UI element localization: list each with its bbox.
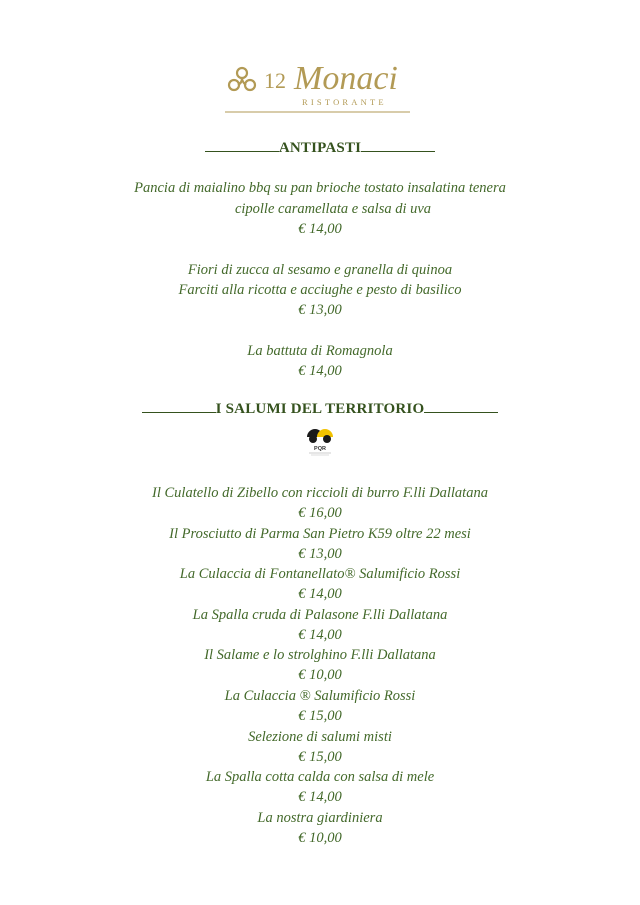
title-rule-right <box>361 150 435 152</box>
logo-number: 12 <box>264 68 286 93</box>
pqr-badge-icon <box>303 425 337 457</box>
menu-item-description: La nostra giardiniera <box>257 810 383 826</box>
menu-item-price: € 15,00 <box>298 708 342 724</box>
title-rule-left <box>142 411 216 413</box>
menu-item-price: € 10,00 <box>298 830 342 846</box>
menu-item-description: cipolle caramellata e salsa di uva <box>234 201 432 217</box>
logo-name: Monaci <box>294 60 398 97</box>
pqr-badge <box>303 425 337 457</box>
logo-graphic <box>220 55 420 115</box>
menu-item-price: € 13,00 <box>298 546 342 562</box>
triskelion-icon <box>229 68 255 90</box>
section-title-text: I SALUMI DEL TERRITORIO <box>215 401 425 417</box>
menu-item-description: Pancia di maialino bbq su pan brioche tostato insalatina tenera <box>134 180 506 196</box>
section-title-text: ANTIPASTI <box>278 140 362 156</box>
menu-item-description: La Culaccia di Fontanellato® Salumificio Rossi <box>179 566 461 582</box>
title-rule-left <box>205 150 279 152</box>
menu-item-description: Il Salame e lo strolghino F.lli Dallatana <box>204 647 436 663</box>
section-title-salumi <box>0 401 640 418</box>
menu-item-description: Il Culatello di Zibello con riccioli di burro F.lli Dallatana <box>152 485 488 501</box>
menu-item-price: € 13,00 <box>298 302 342 318</box>
section-title-antipasti <box>0 140 640 157</box>
menu-item-price: € 14,00 <box>298 363 342 379</box>
menu-item-description: La Culaccia ® Salumificio Rossi <box>224 688 416 704</box>
menu-item-description: Farciti alla ricotta e acciughe e pesto di basilico <box>178 282 462 298</box>
menu-item-description: Il Prosciutto di Parma San Pietro K59 oltre 22 mesi <box>169 526 471 542</box>
logo-subtitle: RISTORANTE <box>302 97 387 107</box>
menu-item-description: La Spalla cotta calda con salsa di mele <box>205 769 435 785</box>
menu-item-price: € 15,00 <box>298 749 342 765</box>
menu-item-price: € 16,00 <box>298 505 342 521</box>
menu-item-description: La Spalla cruda di Palasone F.lli Dallatana <box>192 607 448 623</box>
menu-item-price: € 10,00 <box>298 667 342 683</box>
title-rule-right <box>424 411 498 413</box>
restaurant-logo <box>0 55 640 115</box>
menu-item-price: € 14,00 <box>298 586 342 602</box>
menu-item-description: La battuta di Romagnola <box>247 343 393 359</box>
menu-item-description: Selezione di salumi misti <box>248 729 392 745</box>
menu-item-price: € 14,00 <box>298 627 342 643</box>
pqr-badge-label: PQR <box>314 446 326 452</box>
menu-item-price: € 14,00 <box>298 789 342 805</box>
menu-item-price: € 14,00 <box>298 221 342 237</box>
menu-item-description: Fiori di zucca al sesamo e granella di quinoa <box>187 262 453 278</box>
